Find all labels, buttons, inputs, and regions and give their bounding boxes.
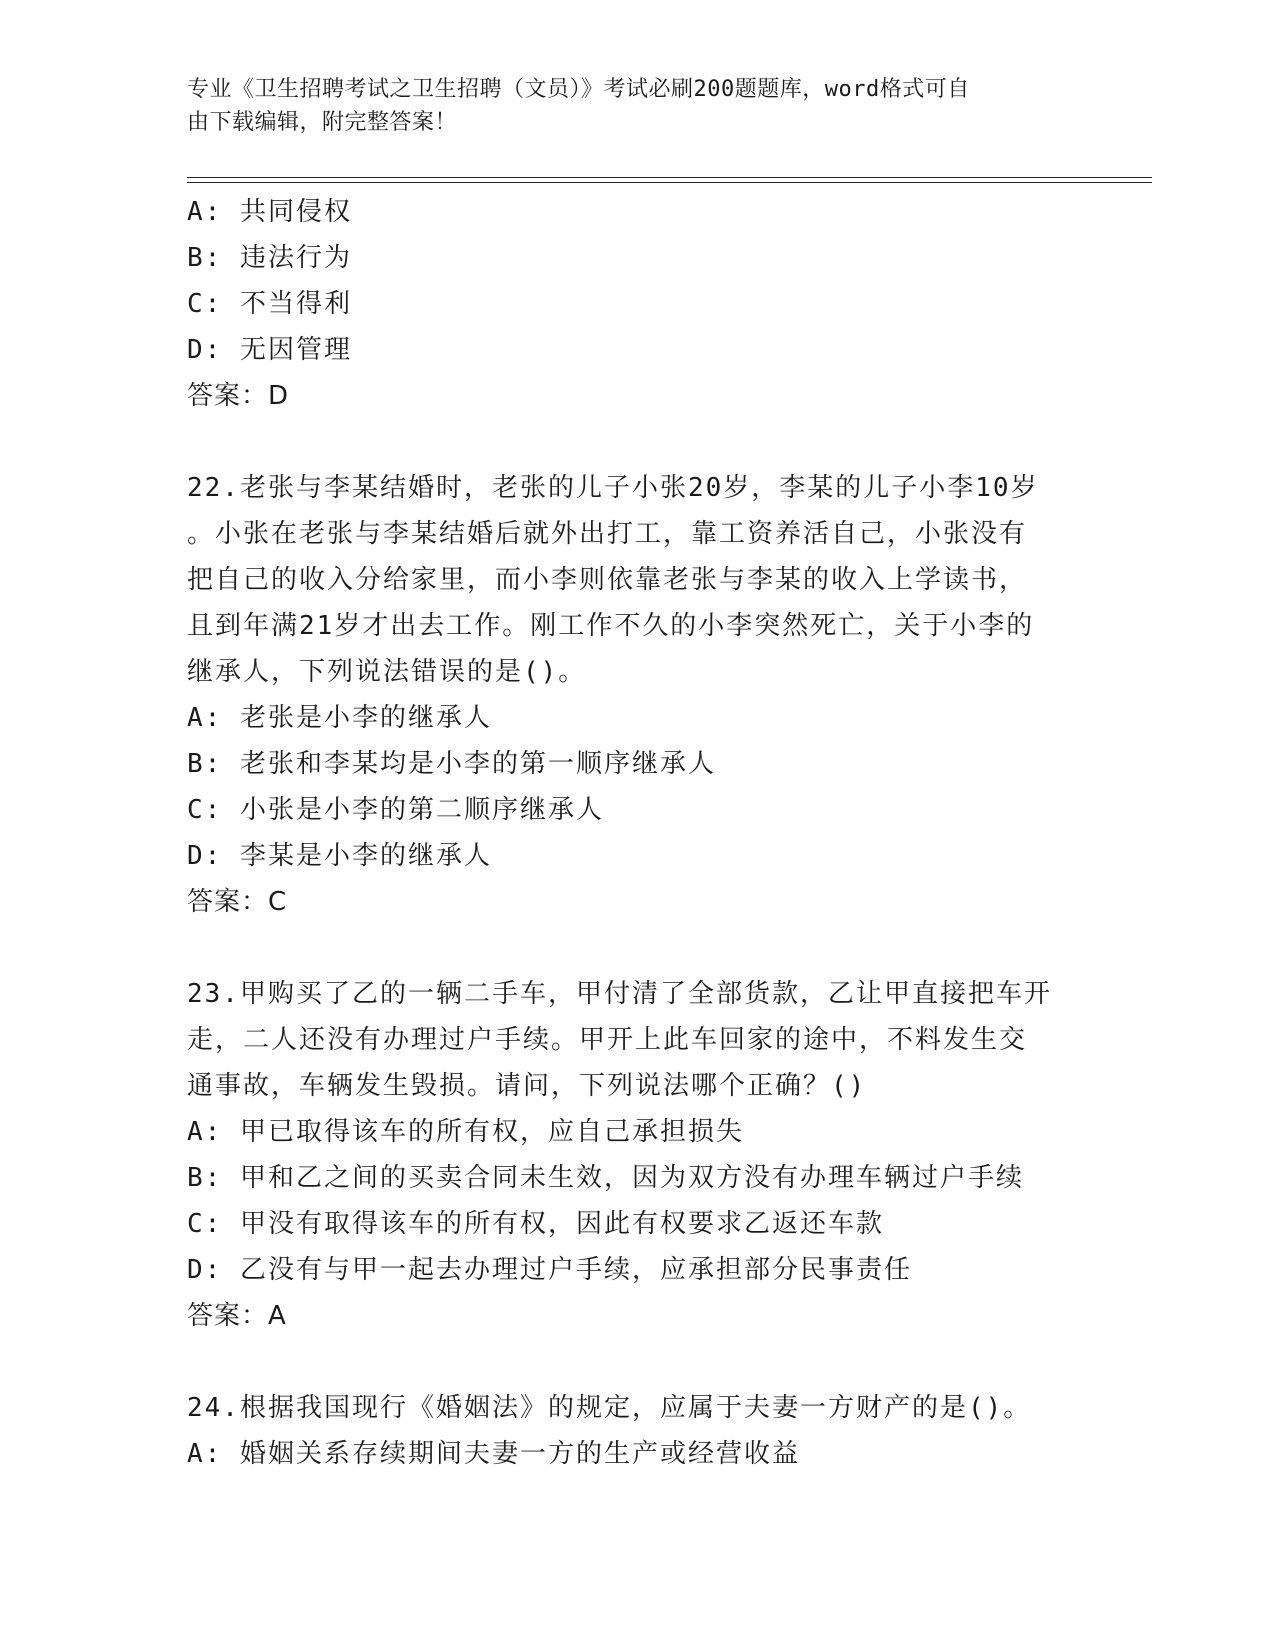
question-22 bbox=[187, 465, 1087, 925]
option-a: A: 共同侵权 bbox=[187, 197, 352, 227]
answer-label: 答案： bbox=[187, 887, 269, 917]
header-line-1: 专业《卫生招聘考试之卫生招聘（文员）》考试必刷200题题库，word格式可自 bbox=[187, 77, 970, 102]
option-b: B: 甲和乙之间的买卖合同未生效，因为双方没有办理车辆过户手续 bbox=[187, 1163, 1024, 1193]
option-d: D: 乙没有与甲一起去办理过户手续，应承担部分民事责任 bbox=[187, 1255, 912, 1285]
question-stem-line: 把自己的收入分给家里，而小李则依靠老张与李某的收入上学读书， bbox=[187, 565, 1028, 595]
answer-label: 答案： bbox=[187, 381, 269, 411]
option-a: A: 婚姻关系存续期间夫妻一方的生产或经营收益 bbox=[187, 1439, 800, 1469]
question-24 bbox=[187, 1385, 1087, 1477]
answer-value: A bbox=[268, 1301, 286, 1331]
question-stem-line: 22.老张与李某结婚时，老张的儿子小张20岁，李某的儿子小李10岁 bbox=[187, 473, 1039, 503]
question-stem-line: 且到年满21岁才出去工作。刚工作不久的小李突然死亡，关于小李的 bbox=[187, 611, 1035, 641]
option-b: B: 违法行为 bbox=[187, 243, 352, 273]
question-21 bbox=[187, 189, 1087, 419]
option-c: C: 不当得利 bbox=[187, 289, 352, 319]
option-d: D: 无因管理 bbox=[187, 335, 352, 365]
answer-label: 答案： bbox=[187, 1301, 269, 1331]
option-a: A: 老张是小李的继承人 bbox=[187, 703, 492, 733]
option-c: C: 甲没有取得该车的所有权，因此有权要求乙返还车款 bbox=[187, 1209, 884, 1239]
document-header bbox=[187, 73, 1067, 139]
question-23 bbox=[187, 971, 1087, 1339]
answer-value: D bbox=[268, 381, 289, 411]
spacer bbox=[187, 925, 1087, 971]
spacer bbox=[187, 419, 1087, 465]
answer-line bbox=[187, 1293, 1087, 1339]
question-stem-line: 。小张在老张与李某结婚后就外出打工，靠工资养活自己，小张没有 bbox=[187, 519, 1028, 549]
option-c: C: 小张是小李的第二顺序继承人 bbox=[187, 795, 604, 825]
answer-line bbox=[187, 879, 1087, 925]
spacer bbox=[187, 1339, 1087, 1385]
question-stem-line: 23.甲购买了乙的一辆二手车，甲付清了全部货款，乙让甲直接把车开 bbox=[187, 979, 1052, 1009]
option-b: B: 老张和李某均是小李的第一顺序继承人 bbox=[187, 749, 716, 779]
question-stem-line: 通事故，车辆发生毁损。请问，下列说法哪个正确？() bbox=[187, 1071, 867, 1101]
header-rule-bottom bbox=[187, 182, 1152, 183]
question-stem-line: 继承人，下列说法错误的是()。 bbox=[187, 657, 587, 687]
header-rule-top bbox=[187, 177, 1152, 178]
question-stem-line: 走，二人还没有办理过户手续。甲开上此车回家的途中，不料发生交 bbox=[187, 1025, 1028, 1055]
question-stem-line: 24.根据我国现行《婚姻法》的规定，应属于夫妻一方财产的是()。 bbox=[187, 1393, 1032, 1423]
header-line-2: 由下载编辑，附完整答案！ bbox=[187, 110, 458, 135]
answer-line bbox=[187, 373, 1087, 419]
option-d: D: 李某是小李的继承人 bbox=[187, 841, 492, 871]
option-a: A: 甲已取得该车的所有权，应自己承担损失 bbox=[187, 1117, 744, 1147]
answer-value: C bbox=[268, 887, 287, 917]
question-list bbox=[187, 189, 1087, 1477]
